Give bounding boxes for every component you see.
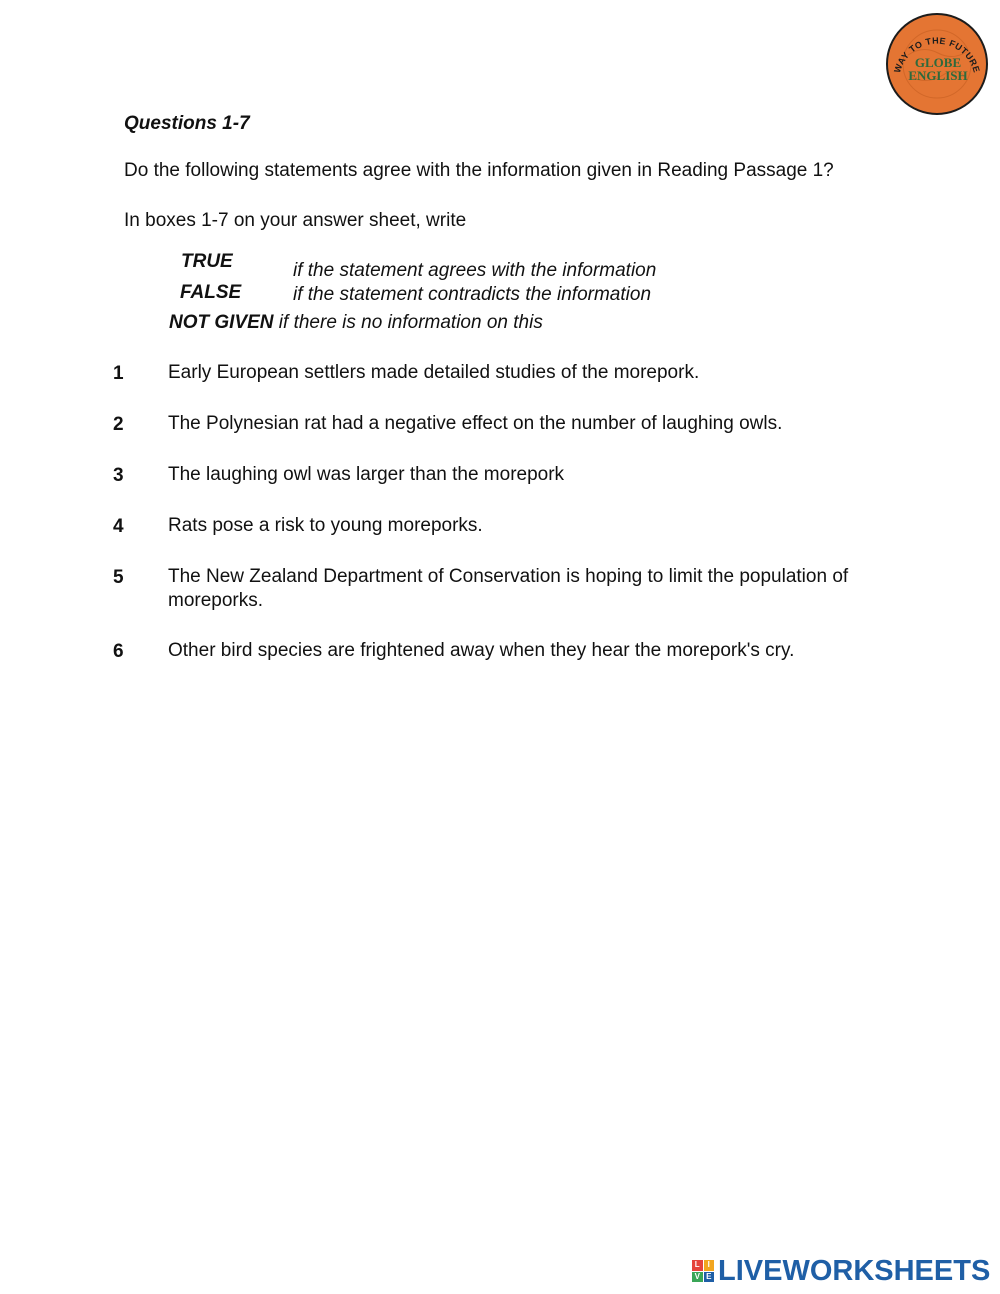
instruction-text: Do the following statements agree with the information given in Reading Passage 1? <box>124 160 834 181</box>
question-number: 5 <box>113 567 124 588</box>
key-true-label: TRUE <box>181 251 233 272</box>
question-text: The laughing owl was larger than the morepork <box>168 464 565 485</box>
question-text: The New Zealand Department of Conservation is hoping to limit the population of moreporks. <box>168 566 849 611</box>
question-number: 1 <box>113 363 124 384</box>
question-number: 6 <box>113 641 124 662</box>
key-false-label: FALSE <box>180 282 242 303</box>
globe-english-logo <box>886 13 988 115</box>
answer-instruction-text: In boxes 1-7 on your answer sheet, write <box>124 210 467 231</box>
question-text: Early European settlers made detailed studies of the morepork. <box>168 362 700 383</box>
icon-letter: L <box>692 1260 703 1271</box>
question-number: 2 <box>113 414 124 435</box>
key-ng-label: NOT GIVEN <box>169 312 274 333</box>
question-text: Other bird species are frightened away when they hear the morepork's cry. <box>168 640 795 661</box>
logo-line2: ENGLISH <box>908 68 968 83</box>
key-true-desc: if the statement agrees with the information <box>293 260 657 281</box>
question-text: Rats pose a risk to young moreporks. <box>168 515 483 536</box>
key-not-given-row <box>169 312 543 334</box>
icon-letter: I <box>704 1260 715 1271</box>
question-number: 3 <box>113 465 124 486</box>
icon-letter: V <box>692 1272 703 1283</box>
brand-name: LIVEWORKSHEETS <box>718 1254 991 1287</box>
icon-letter: E <box>704 1272 715 1283</box>
section-heading: Questions 1-7 <box>124 113 250 134</box>
globe-icon <box>888 15 986 113</box>
question-text: The Polynesian rat had a negative effect on the number of laughing owls. <box>168 413 783 434</box>
liveworksheets-icon <box>692 1260 714 1282</box>
logo-line1: GLOBE <box>914 55 962 70</box>
question-number: 4 <box>113 516 124 537</box>
logo-arc-text: WAY TO THE FUTURE <box>892 35 982 74</box>
liveworksheets-brand <box>692 1256 990 1286</box>
key-false-desc: if the statement contradicts the information <box>293 284 652 305</box>
key-ng-desc: if there is no information on this <box>278 312 543 333</box>
